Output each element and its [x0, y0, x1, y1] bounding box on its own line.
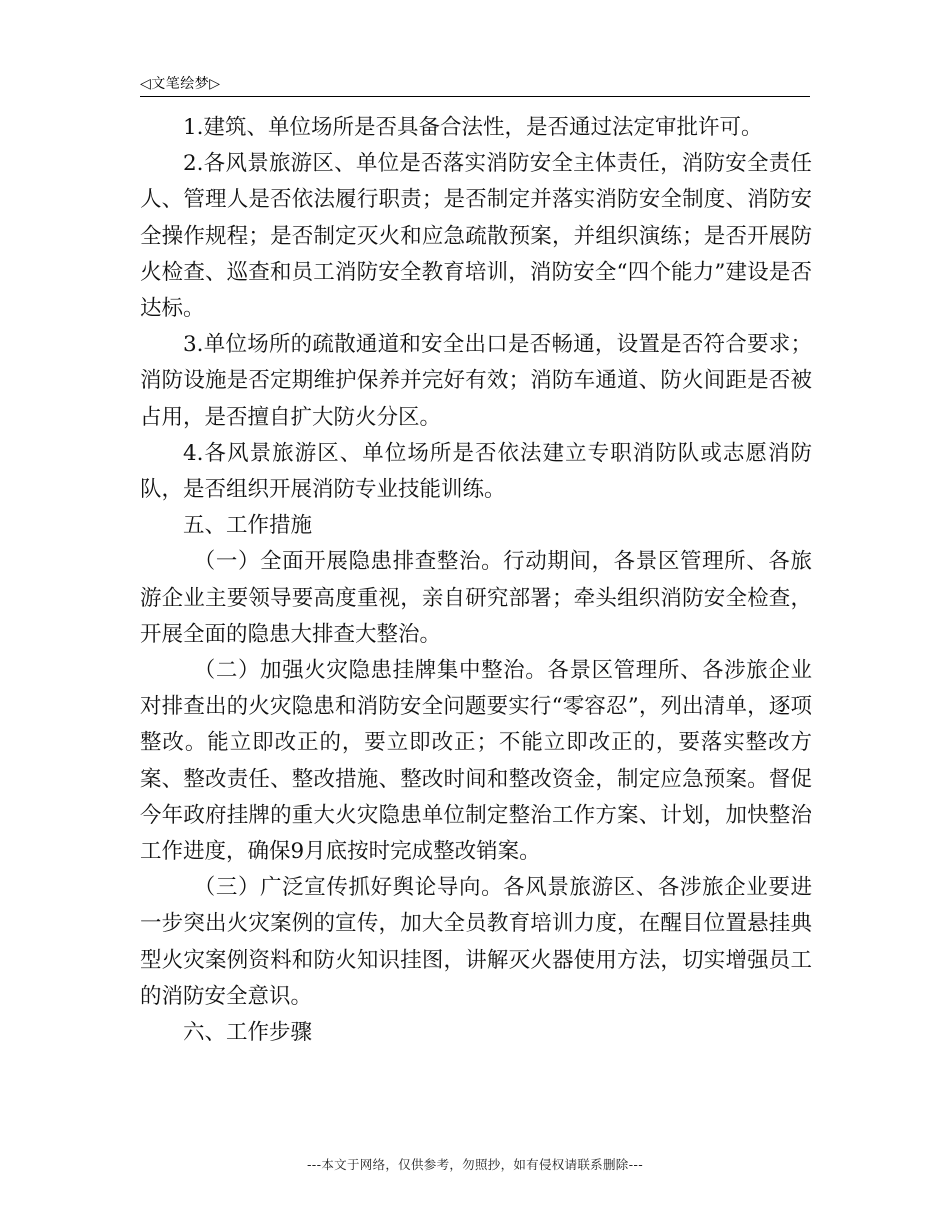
- measure-paragraph-3: （三）广泛宣传抓好舆论导向。各风景旅游区、各涉旅企业要进一步突出火灾案例的宣传，加大全员教育培训力度，在醒目位置悬挂典型火灾案例资料和防火知识挂图，讲解灭火器使用方法，切实增强员工的消防安全意识。: [140, 875, 812, 1009]
- section-heading-6: 六、工作步骤: [183, 1020, 313, 1046]
- header-title: ◁文笔绘梦▷: [140, 76, 221, 92]
- paragraph-item-3: 3.单位场所的疏散通道和安全出口是否畅通，设置是否符合要求；消防设施是否定期维护保养并完好有效；消防车通道、防火间距是否被占用，是否擅自扩大防火分区。: [140, 332, 812, 430]
- paragraph-item-2: 2.各风景旅游区、单位是否落实消防安全主体责任，消防安全责任人、管理人是否依法履行职责；是否制定并落实消防安全制度、消防安全操作规程；是否制定灭火和应急疏散预案，并组织演练；是否开展防火检查、巡查和员工消防安全教育培训，消防安全“四个能力”建设是否达标。: [140, 151, 812, 322]
- document-body: [140, 110, 812, 1051]
- paragraph-item-4: 4.各风景旅游区、单位场所是否依法建立专职消防队或志愿消防队，是否组织开展消防专业技能训练。: [140, 440, 812, 503]
- measure-paragraph-2: （二）加强火灾隐患挂牌集中整治。各景区管理所、各涉旅企业对排查出的火灾隐患和消防安全问题要实行“零容忍”，列出清单，逐项整改。能立即改正的，要立即改正；不能立即改正的，要落实整改方案、整改责任、整改措施、整改时间和整改资金，制定应急预案。督促今年政府挂牌的重大火灾隐患单位制定整治工作方案、计划，加快整治工作进度，确保9月底按时完成整改销案。: [140, 658, 812, 865]
- section-heading-5: 五、工作措施: [183, 513, 313, 539]
- page-header: [140, 72, 810, 97]
- measure-paragraph-1: （一）全面开展隐患排查整治。行动期间，各景区管理所、各旅游企业主要领导要高度重视，亲自研究部署；牵头组织消防安全检查，开展全面的隐患大排查大整治。: [140, 549, 812, 647]
- page-footer: ---本文于网络，仅供参考，勿照抄，如有侵权请联系删除---: [306, 1157, 644, 1172]
- paragraph-item-1: 1.建筑、单位场所是否具备合法性，是否通过法定审批许可。: [183, 115, 763, 140]
